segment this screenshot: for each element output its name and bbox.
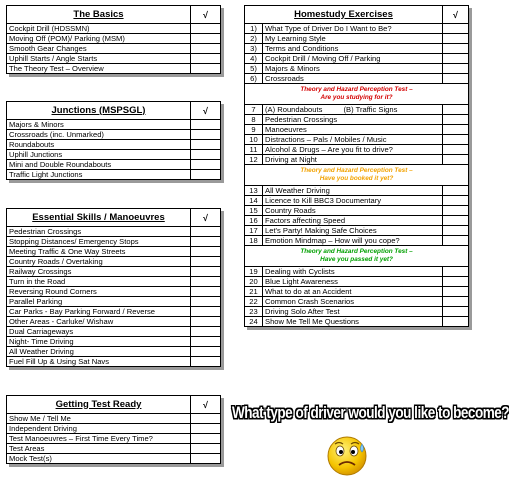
skills-tick-cell — [191, 287, 221, 297]
homestudy-number: 19 — [245, 267, 263, 277]
junctions-tick-cell — [191, 140, 221, 150]
homestudy-number: 21 — [245, 287, 263, 297]
skills-tick-cell — [191, 317, 221, 327]
reminder-line-2: Have you passed it yet? — [320, 256, 393, 263]
homestudy-tick-cell — [443, 135, 469, 145]
skills-row — [7, 277, 221, 287]
homestudy-item: Country Roads — [263, 206, 443, 216]
homestudy-item: Crossroads — [263, 74, 443, 84]
homestudy-tick-cell — [443, 186, 469, 196]
basics-item: Cockpit Drill (HDSSMN) — [7, 24, 191, 34]
homestudy-row — [245, 287, 469, 297]
homestudy-tick-cell — [443, 287, 469, 297]
homestudy-tick-cell — [443, 196, 469, 206]
test-ready-tick-cell — [191, 434, 221, 444]
reminder-line-1: Theory and Hazard Perception Test – — [300, 248, 413, 255]
homestudy-number: 17 — [245, 226, 263, 236]
homestudy-item: Cockpit Drill / Moving Off / Parking — [263, 54, 443, 64]
homestudy-number: 1) — [245, 24, 263, 34]
skills-item: Fuel Fill Up & Using Sat Navs — [7, 357, 191, 367]
skills-title: Essential Skills / Manoeuvres — [7, 209, 191, 227]
homestudy-tick-cell — [443, 216, 469, 226]
reminder-line-2: Have you booked it yet? — [319, 175, 394, 182]
homestudy-item: Let's Party! Making Safe Choices — [263, 226, 443, 236]
test-ready-item: Show Me / Tell Me — [7, 414, 191, 424]
skills-table — [6, 208, 221, 367]
theory-test-reminder-row — [245, 165, 469, 186]
skills-tick-cell — [191, 227, 221, 237]
homestudy-item: Alcohol & Drugs – Are you fit to drive? — [263, 145, 443, 155]
junctions-item: Crossroads (inc. Unmarked) — [7, 130, 191, 140]
theory-test-reminder — [245, 84, 469, 105]
junctions-row — [7, 150, 221, 160]
junctions-row — [7, 140, 221, 150]
homestudy-tick-cell — [443, 206, 469, 216]
homestudy-tick-cell — [443, 54, 469, 64]
test-ready-row — [7, 424, 221, 434]
basics-item: Moving Off (POM)/ Parking (MSM) — [7, 34, 191, 44]
homestudy-number: 8 — [245, 115, 263, 125]
homestudy-number: 12 — [245, 155, 263, 165]
skills-item: All Weather Driving — [7, 347, 191, 357]
basics-item: Smooth Gear Changes — [7, 44, 191, 54]
homestudy-item: What to do at an Accident — [263, 287, 443, 297]
homestudy-item: Driving at Night — [263, 155, 443, 165]
homestudy-row — [245, 206, 469, 216]
homestudy-row — [245, 277, 469, 287]
skills-row — [7, 327, 221, 337]
reminder-line-1: Theory and Hazard Perception Test – — [300, 86, 413, 93]
theory-test-reminder — [245, 165, 469, 186]
homestudy-item: Majors & Minors — [263, 64, 443, 74]
junctions-tick-cell — [191, 130, 221, 140]
homestudy-tick-cell — [443, 155, 469, 165]
skills-row — [7, 257, 221, 267]
junctions-title: Junctions (MSPSGL) — [7, 102, 191, 120]
skills-item: Railway Crossings — [7, 267, 191, 277]
homestudy-item: (A) Roundabouts (B) Traffic Signs — [263, 105, 443, 115]
skills-item: Meeting Traffic & One Way Streets — [7, 247, 191, 257]
homestudy-item: Licence to Kill BBC3 Documentary — [263, 196, 443, 206]
skills-tick-cell — [191, 327, 221, 337]
skills-item: Car Parks - Bay Parking Forward / Reverse — [7, 307, 191, 317]
homestudy-number: 13 — [245, 186, 263, 196]
skills-item: Night- Time Driving — [7, 337, 191, 347]
basics-item: Uphill Starts / Angle Starts — [7, 54, 191, 64]
homestudy-row — [245, 186, 469, 196]
homestudy-row — [245, 135, 469, 145]
skills-tick-cell — [191, 337, 221, 347]
skills-item: Stopping Distances/ Emergency Stops — [7, 237, 191, 247]
homestudy-number: 11 — [245, 145, 263, 155]
homestudy-tick-cell — [443, 34, 469, 44]
homestudy-tick-cell — [443, 267, 469, 277]
homestudy-row — [245, 24, 469, 34]
homestudy-item: Factors affecting Speed — [263, 216, 443, 226]
homestudy-tick-cell — [443, 317, 469, 327]
homestudy-item: Show Me Tell Me Questions — [263, 317, 443, 327]
basics-tick-cell — [191, 64, 221, 74]
homestudy-item: Common Crash Scenarios — [263, 297, 443, 307]
homestudy-item: Pedestrian Crossings — [263, 115, 443, 125]
homestudy-item: My Learning Style — [263, 34, 443, 44]
test-ready-item: Test Manoeuvres – First Time Every Time? — [7, 434, 191, 444]
homestudy-row — [245, 226, 469, 236]
homestudy-row — [245, 115, 469, 125]
homestudy-row — [245, 145, 469, 155]
junctions-row — [7, 170, 221, 180]
junctions-item: Traffic Light Junctions — [7, 170, 191, 180]
homestudy-row — [245, 267, 469, 277]
junctions-item: Uphill Junctions — [7, 150, 191, 160]
test-ready-title: Getting Test Ready — [7, 396, 191, 414]
skills-row — [7, 347, 221, 357]
homestudy-item: Terms and Conditions — [263, 44, 443, 54]
skills-item: Parallel Parking — [7, 297, 191, 307]
homestudy-number: 9 — [245, 125, 263, 135]
homestudy-tick-cell — [443, 24, 469, 34]
skills-row — [7, 227, 221, 237]
homestudy-tick-cell — [443, 44, 469, 54]
homestudy-number: 20 — [245, 277, 263, 287]
skills-item: Reversing Round Corners — [7, 287, 191, 297]
skills-tick-cell — [191, 267, 221, 277]
homestudy-row — [245, 307, 469, 317]
test-ready-tick-header: √ — [191, 396, 221, 414]
test-ready-tick-cell — [191, 454, 221, 464]
skills-item: Country Roads / Overtaking — [7, 257, 191, 267]
homestudy-row — [245, 216, 469, 226]
basics-tick-cell — [191, 54, 221, 64]
skills-item: Other Areas - Carluke/ Wishaw — [7, 317, 191, 327]
homestudy-tick-cell — [443, 105, 469, 115]
skills-tick-cell — [191, 347, 221, 357]
basics-row — [7, 24, 221, 34]
junctions-tick-cell — [191, 170, 221, 180]
test-ready-row — [7, 434, 221, 444]
skills-row — [7, 297, 221, 307]
homestudy-row — [245, 125, 469, 135]
skills-row — [7, 267, 221, 277]
basics-tick-cell — [191, 44, 221, 54]
test-ready-row — [7, 444, 221, 454]
theory-test-reminder — [245, 246, 469, 267]
homestudy-tick-cell — [443, 297, 469, 307]
homestudy-row — [245, 105, 469, 115]
homestudy-table — [244, 5, 469, 327]
homestudy-row — [245, 54, 469, 64]
homestudy-tick-cell — [443, 145, 469, 155]
skills-row — [7, 337, 221, 347]
homestudy-tick-cell — [443, 236, 469, 246]
test-ready-table — [6, 395, 221, 464]
homestudy-item: Emotion Mindmap – How will you cope? — [263, 236, 443, 246]
basics-title: The Basics — [7, 6, 191, 24]
homestudy-row — [245, 64, 469, 74]
skills-item: Turn in the Road — [7, 277, 191, 287]
homestudy-title: Homestudy Exercises — [245, 6, 443, 24]
junctions-row — [7, 130, 221, 140]
homestudy-tick-cell — [443, 277, 469, 287]
homestudy-row — [245, 44, 469, 54]
skills-row — [7, 287, 221, 297]
junctions-tick-header: √ — [191, 102, 221, 120]
homestudy-item: Manoeuvres — [263, 125, 443, 135]
junctions-tick-cell — [191, 160, 221, 170]
test-ready-item: Independent Driving — [7, 424, 191, 434]
basics-item: The Theory Test – Overview — [7, 64, 191, 74]
homestudy-number: 2) — [245, 34, 263, 44]
homestudy-tick-cell — [443, 226, 469, 236]
homestudy-number: 15 — [245, 206, 263, 216]
homestudy-row — [245, 317, 469, 327]
skills-row — [7, 307, 221, 317]
homestudy-number: 7 — [245, 105, 263, 115]
homestudy-row — [245, 155, 469, 165]
skills-row — [7, 237, 221, 247]
test-ready-tick-cell — [191, 414, 221, 424]
homestudy-number: 5) — [245, 64, 263, 74]
junctions-row — [7, 120, 221, 130]
basics-row — [7, 54, 221, 64]
homestudy-row — [245, 236, 469, 246]
homestudy-item: Distractions – Pals / Mobiles / Music — [263, 135, 443, 145]
skills-tick-cell — [191, 257, 221, 267]
junctions-item: Mini and Double Roundabouts — [7, 160, 191, 170]
homestudy-number: 22 — [245, 297, 263, 307]
junctions-tick-cell — [191, 150, 221, 160]
homestudy-row — [245, 196, 469, 206]
test-ready-item: Mock Test(s) — [7, 454, 191, 464]
reminder-line-2: Are you studying for it? — [320, 94, 393, 101]
skills-item: Dual Carriageways — [7, 327, 191, 337]
test-ready-item: Test Areas — [7, 444, 191, 454]
homestudy-number: 10 — [245, 135, 263, 145]
homestudy-row — [245, 297, 469, 307]
homestudy-tick-cell — [443, 115, 469, 125]
skills-item: Pedestrian Crossings — [7, 227, 191, 237]
basics-tick-header: √ — [191, 6, 221, 24]
junctions-item: Roundabouts — [7, 140, 191, 150]
junctions-row — [7, 160, 221, 170]
junctions-tick-cell — [191, 120, 221, 130]
skills-row — [7, 247, 221, 257]
basics-row — [7, 34, 221, 44]
basics-tick-cell — [191, 24, 221, 34]
homestudy-tick-header: √ — [443, 6, 469, 24]
homestudy-number: 14 — [245, 196, 263, 206]
skills-row — [7, 317, 221, 327]
theory-test-reminder-row — [245, 84, 469, 105]
worried-face-icon — [322, 430, 372, 480]
homestudy-number: 24 — [245, 317, 263, 327]
homestudy-tick-cell — [443, 74, 469, 84]
homestudy-tick-cell — [443, 64, 469, 74]
skills-tick-cell — [191, 237, 221, 247]
junctions-item: Majors & Minors — [7, 120, 191, 130]
homestudy-row — [245, 74, 469, 84]
skills-tick-cell — [191, 297, 221, 307]
homestudy-number: 23 — [245, 307, 263, 317]
homestudy-item: Blue Light Awareness — [263, 277, 443, 287]
homestudy-number: 16 — [245, 216, 263, 226]
homestudy-item: Driving Solo After Test — [263, 307, 443, 317]
homestudy-tick-cell — [443, 125, 469, 135]
skills-tick-cell — [191, 307, 221, 317]
homestudy-number: 18 — [245, 236, 263, 246]
basics-tick-cell — [191, 34, 221, 44]
homestudy-number: 4) — [245, 54, 263, 64]
test-ready-tick-cell — [191, 444, 221, 454]
junctions-table — [6, 101, 221, 180]
homestudy-tick-cell — [443, 307, 469, 317]
homestudy-item: Dealing with Cyclists — [263, 267, 443, 277]
homestudy-item: All Weather Driving — [263, 186, 443, 196]
basics-row — [7, 64, 221, 74]
test-ready-tick-cell — [191, 424, 221, 434]
homestudy-row — [245, 34, 469, 44]
reminder-line-1: Theory and Hazard Perception Test – — [300, 167, 413, 174]
skills-tick-cell — [191, 357, 221, 367]
slogan-text: What type of driver would you like to become? — [232, 404, 509, 422]
test-ready-row — [7, 414, 221, 424]
test-ready-row — [7, 454, 221, 464]
basics-table — [6, 5, 221, 74]
homestudy-number: 6) — [245, 74, 263, 84]
skills-tick-header: √ — [191, 209, 221, 227]
basics-row — [7, 44, 221, 54]
skills-tick-cell — [191, 247, 221, 257]
skills-tick-cell — [191, 277, 221, 287]
skills-row — [7, 357, 221, 367]
homestudy-number: 3) — [245, 44, 263, 54]
theory-test-reminder-row — [245, 246, 469, 267]
homestudy-item: What Type of Driver Do I Want to Be? — [263, 24, 443, 34]
